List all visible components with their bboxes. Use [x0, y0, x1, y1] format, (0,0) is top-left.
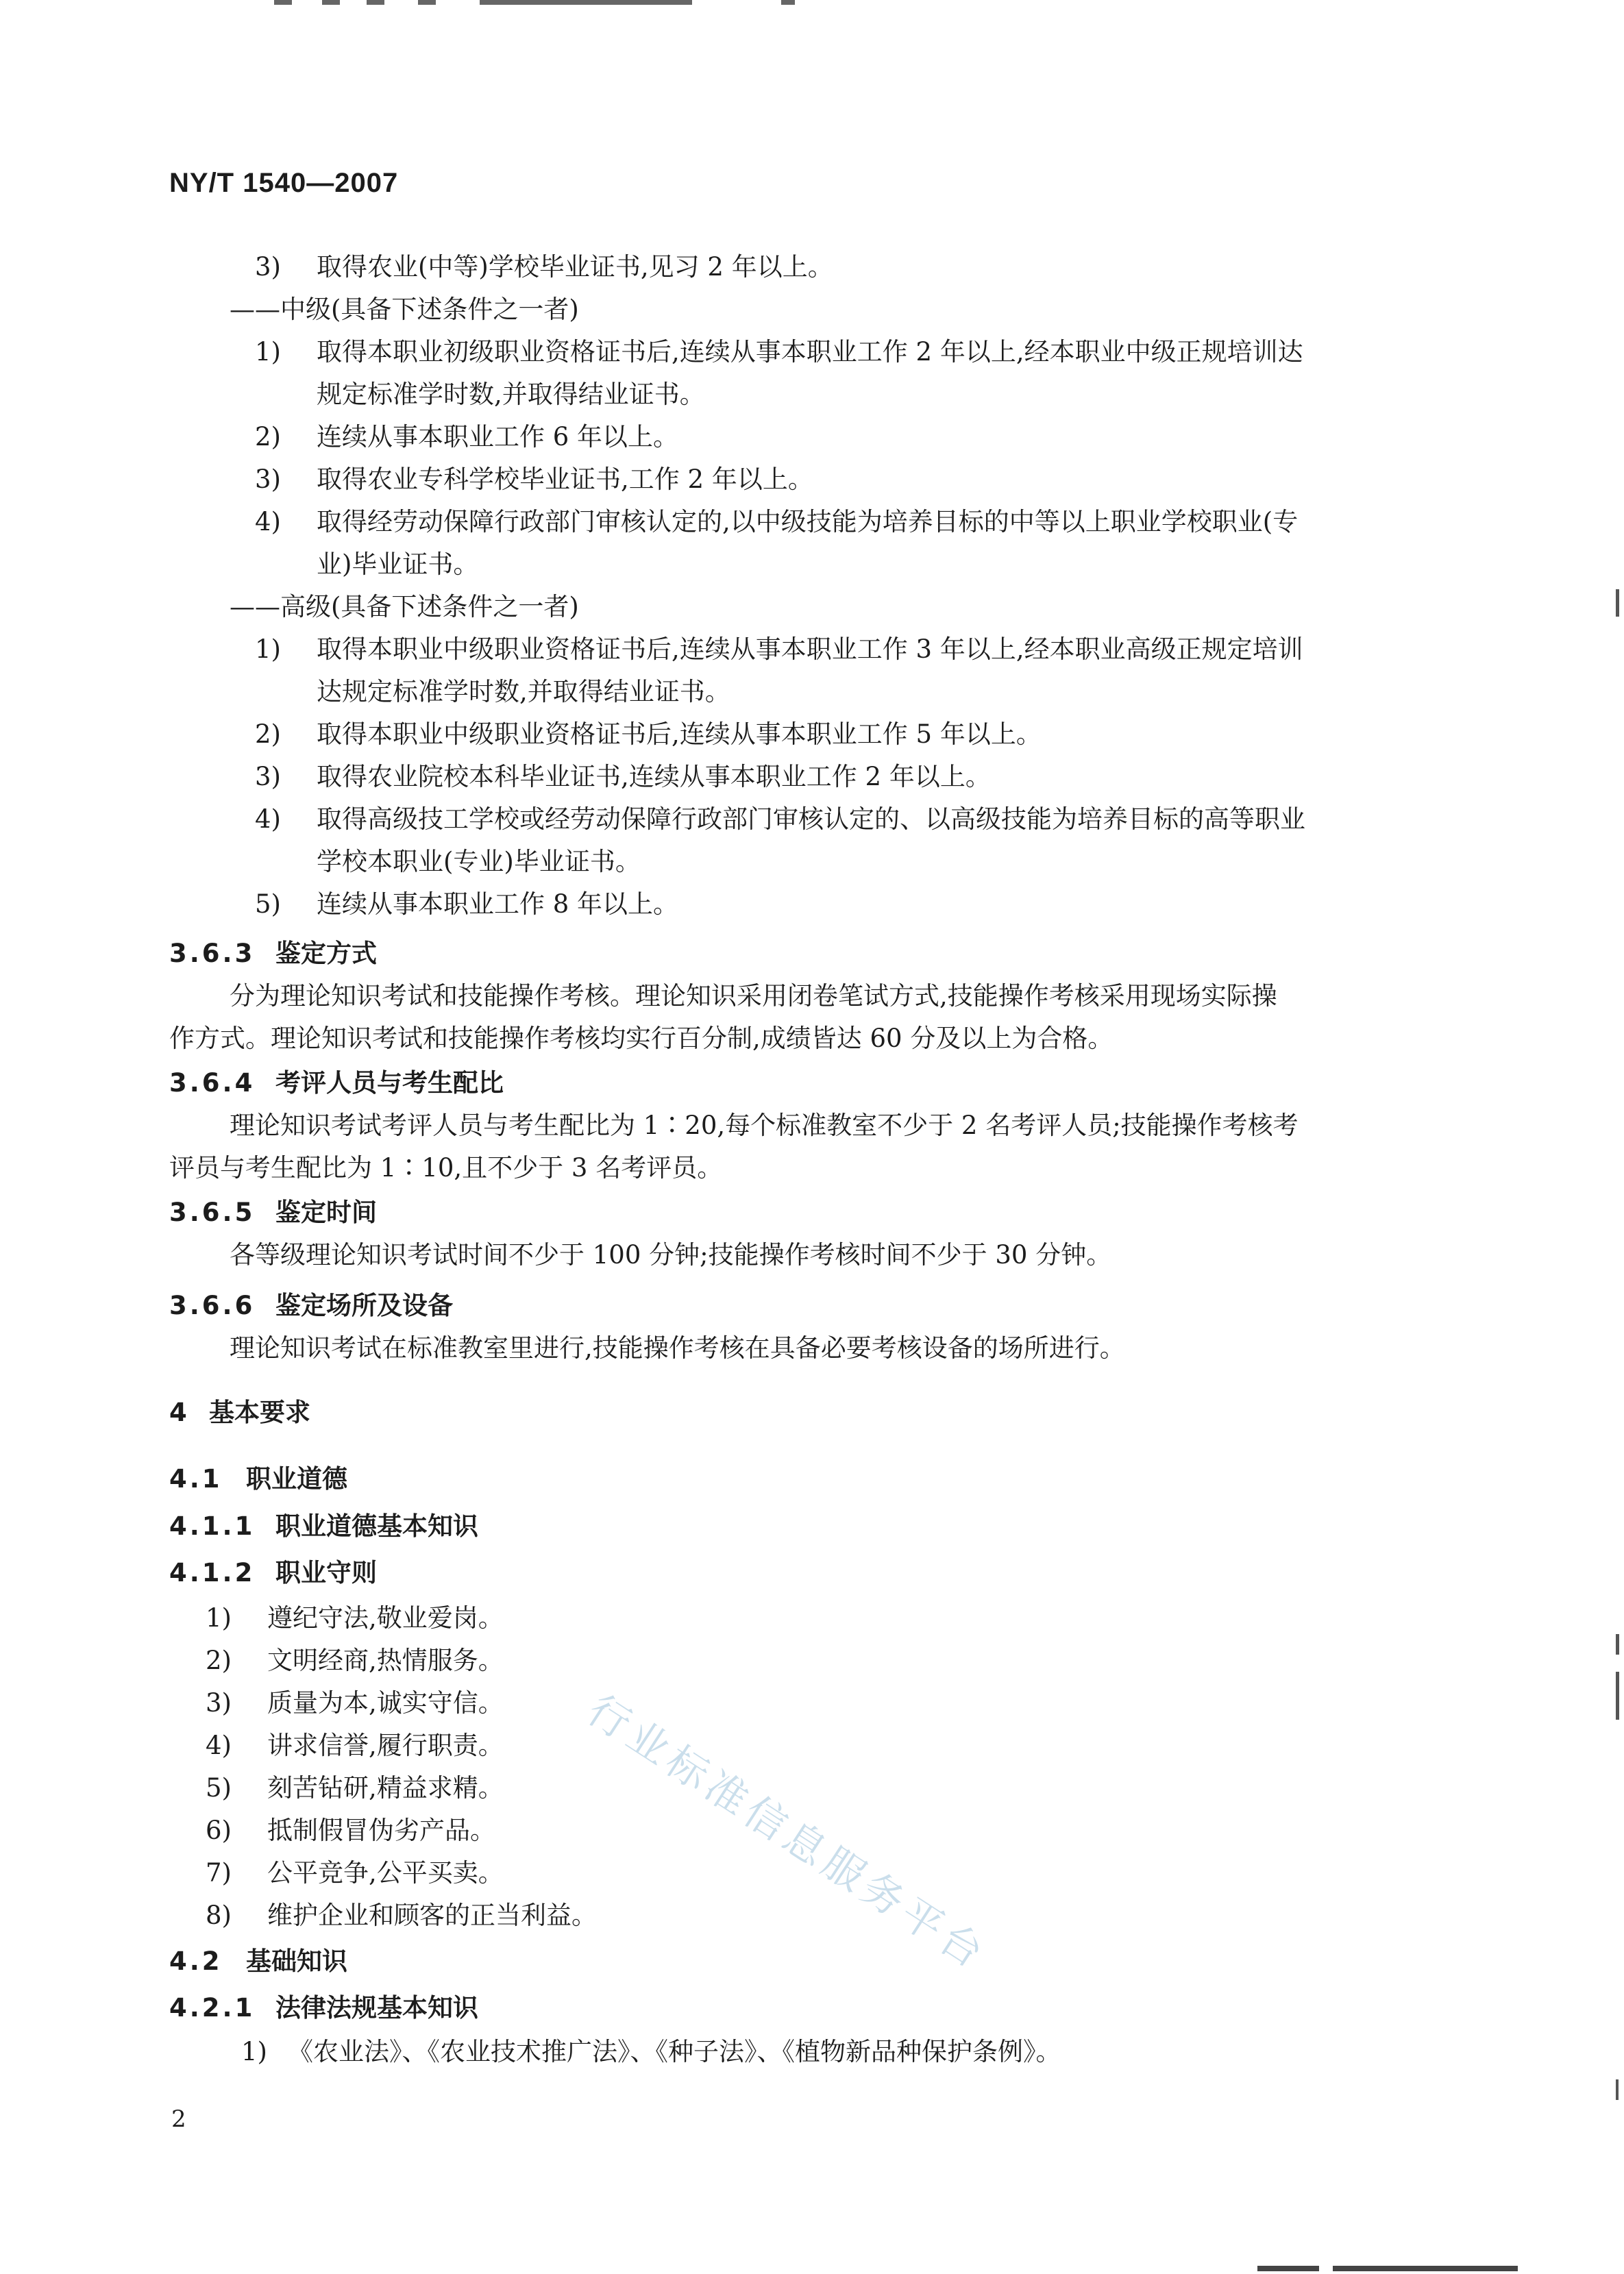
- section-heading: 4.2.1 法律法规基本知识: [169, 1993, 478, 2023]
- list-item: 1) 取得本职业初级职业资格证书后,连续从事本职业工作 2 年以上,经本职业中级正规培训达: [255, 337, 1303, 367]
- list-item: 4) 讲求信誉,履行职责。: [206, 1731, 504, 1760]
- paragraph-line: 作方式。理论知识考试和技能操作考核均实行百分制,成绩皆达 60 分及以上为合格。: [169, 1024, 1114, 1053]
- scan-mark: [480, 0, 692, 5]
- section-heading: 3.6.6 鉴定场所及设备: [169, 1291, 453, 1320]
- list-item: 4) 取得高级技工学校或经劳动保障行政部门审核认定的、以高级技能为培养目标的高等职业: [255, 804, 1305, 834]
- list-item: 2) 文明经商,热情服务。: [206, 1646, 504, 1675]
- scan-mark: [274, 0, 292, 5]
- scan-edge-mark: [1616, 2079, 1619, 2100]
- condition-group-advanced: ——高级(具备下述条件之一者): [230, 592, 579, 621]
- section-heading: 4.1.2 职业守则: [169, 1558, 377, 1587]
- scan-edge-mark: [1616, 1672, 1619, 1720]
- list-item: 3) 取得农业(中等)学校毕业证书,见习 2 年以上。: [255, 252, 833, 282]
- scan-edge-mark: [1616, 589, 1619, 617]
- section-heading: 4.1 职业道德: [169, 1464, 347, 1494]
- list-item: 3) 质量为本,诚实守信。: [206, 1688, 504, 1718]
- chapter-heading: 4 基本要求: [169, 1398, 310, 1427]
- list-item-continuation: 规定标准学时数,并取得结业证书。: [317, 380, 705, 409]
- list-item: 3) 取得农业院校本科毕业证书,连续从事本职业工作 2 年以上。: [255, 762, 991, 791]
- scan-mark: [367, 0, 384, 5]
- list-item: 1) 遵纪守法,敬业爱岗。: [206, 1603, 504, 1633]
- list-item: 1) 取得本职业中级职业资格证书后,连续从事本职业工作 3 年以上,经本职业高级正规定培训: [255, 634, 1303, 664]
- list-item: 7) 公平竞争,公平买卖。: [206, 1858, 504, 1888]
- paragraph-line: 各等级理论知识考试时间不少于 100 分钟;技能操作考核时间不少于 30 分钟。: [230, 1240, 1112, 1270]
- list-item: 8) 维护企业和顾客的正当利益。: [206, 1901, 597, 1930]
- list-item: 5) 连续从事本职业工作 8 年以上。: [255, 889, 679, 919]
- section-heading: 4.2 基础知识: [169, 1947, 347, 1976]
- paragraph-line: 理论知识考试考评人员与考生配比为 1∶20,每个标准教室不少于 2 名考评人员;技能操作考核考: [230, 1111, 1299, 1140]
- standard-code-header: NY/T 1540—2007: [169, 168, 399, 198]
- scan-mark: [781, 0, 795, 5]
- list-item: 2) 取得本职业中级职业资格证书后,连续从事本职业工作 5 年以上。: [255, 719, 1042, 749]
- section-heading: 3.6.3 鉴定方式: [169, 939, 377, 968]
- list-item: 3) 取得农业专科学校毕业证书,工作 2 年以上。: [255, 465, 813, 494]
- scan-edge-mark: [1616, 1634, 1619, 1655]
- list-item-continuation: 达规定标准学时数,并取得结业证书。: [317, 677, 730, 706]
- section-heading: 4.1.1 职业道德基本知识: [169, 1511, 478, 1541]
- paragraph-line: 评员与考生配比为 1∶10,且不少于 3 名考评员。: [169, 1153, 723, 1183]
- paragraph-line: 分为理论知识考试和技能操作考核。理论知识采用闭卷笔试方式,技能操作考核采用现场实际操: [230, 981, 1277, 1011]
- list-item-continuation: 业)毕业证书。: [317, 549, 479, 579]
- list-item: 4) 取得经劳动保障行政部门审核认定的,以中级技能为培养目标的中等以上职业学校职业(专: [255, 507, 1299, 536]
- scan-mark: [322, 0, 340, 5]
- watermark-text: 行业标准信息服务平台: [578, 1685, 996, 1980]
- list-item: 2) 连续从事本职业工作 6 年以上。: [255, 422, 679, 452]
- paragraph-line: 理论知识考试在标准教室里进行,技能操作考核在具备必要考核设备的场所进行。: [230, 1333, 1125, 1363]
- section-heading: 3.6.4 考评人员与考生配比: [169, 1068, 504, 1098]
- list-item: 6) 抵制假冒伪劣产品。: [206, 1816, 495, 1845]
- scan-mark: [1257, 2266, 1319, 2271]
- list-item-continuation: 学校本职业(专业)毕业证书。: [317, 847, 641, 876]
- scan-mark: [1333, 2266, 1518, 2271]
- list-item: 5) 刻苦钻研,精益求精。: [206, 1773, 504, 1803]
- page-number: 2: [171, 2105, 186, 2133]
- condition-group-intermediate: ——中级(具备下述条件之一者): [230, 295, 579, 324]
- list-item: 1) 《农业法》、《农业技术推广法》、《种子法》、《植物新品种保护条例》。: [241, 2037, 1061, 2066]
- section-heading: 3.6.5 鉴定时间: [169, 1198, 377, 1227]
- scan-mark: [418, 0, 436, 5]
